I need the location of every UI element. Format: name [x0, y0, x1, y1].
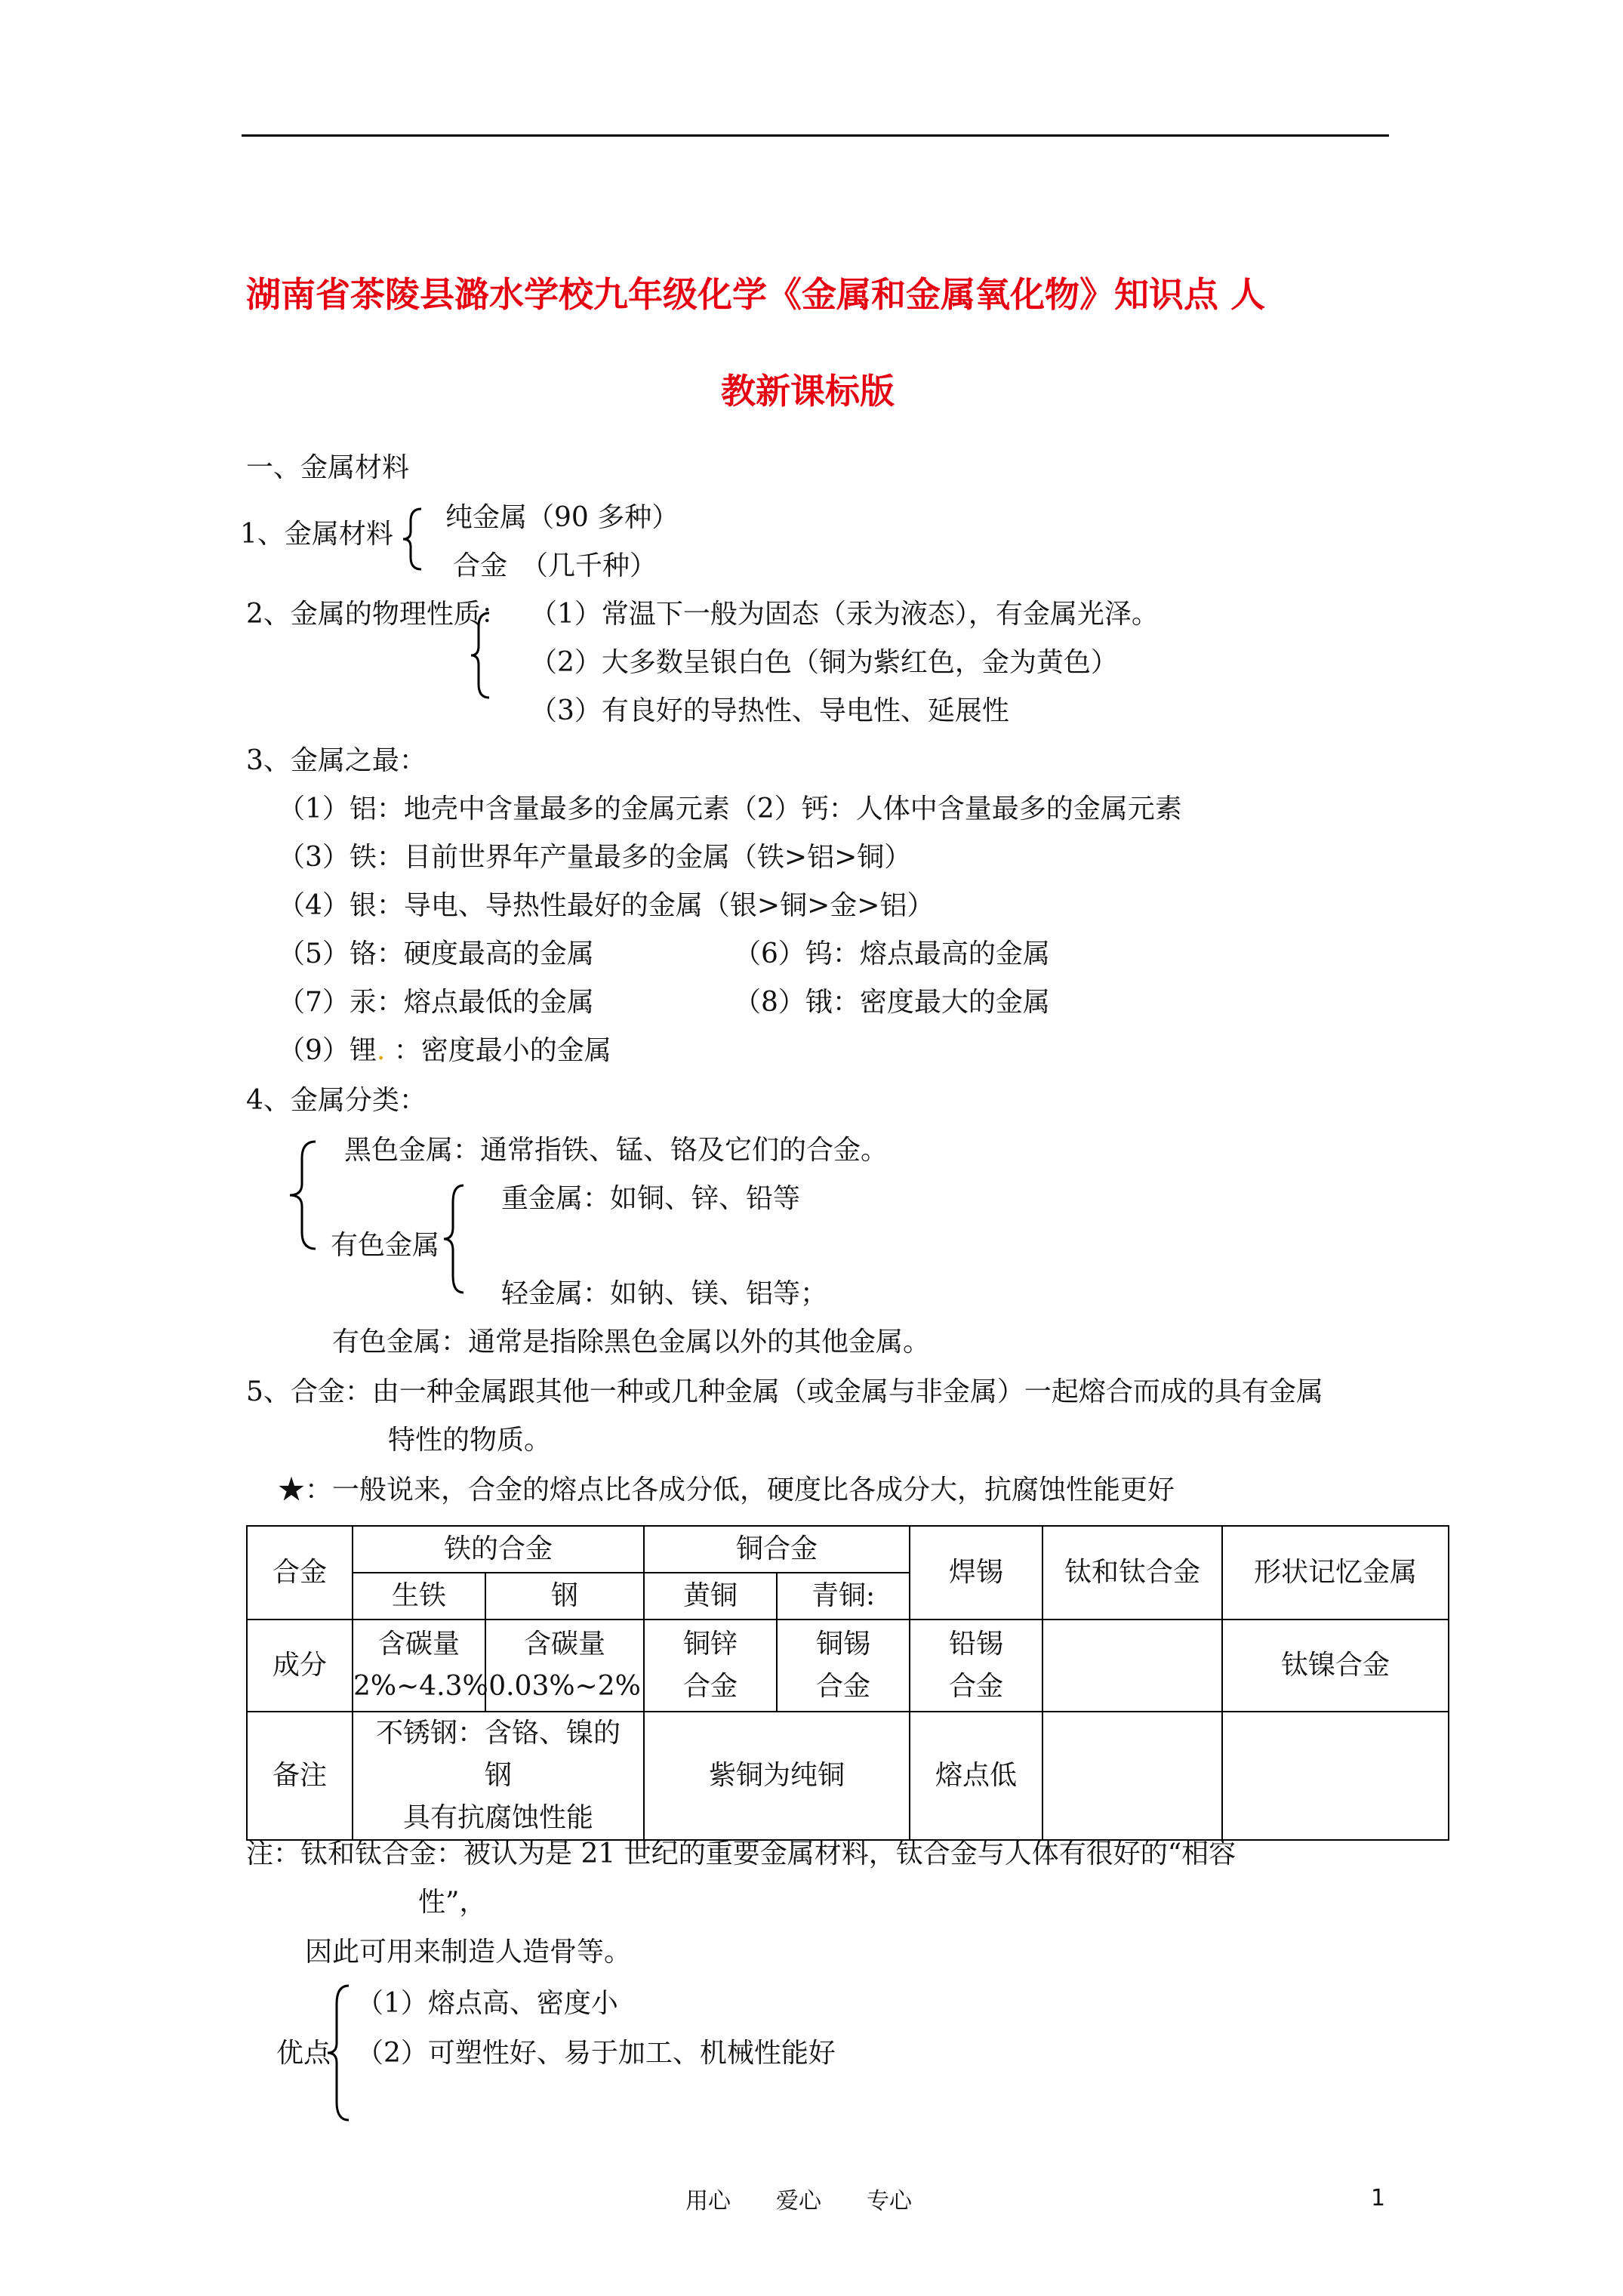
page-number: 1 — [1371, 2185, 1386, 2211]
heavy-metals: 重金属：如铜、锌、铅等 — [501, 1183, 801, 1214]
document-title-line1: 湖南省茶陵县潞水学校九年级化学《金属和金属氧化物》知识点 人 — [246, 274, 1266, 315]
cell-iron-remarks — [353, 1712, 644, 1840]
alloy-definition-line2: 特性的物质。 — [388, 1425, 552, 1456]
ferrous-metals: 黑色金属：通常指铁、锰、铬及它们的合金。 — [344, 1135, 888, 1166]
header-brass: 黄铜 — [644, 1573, 777, 1620]
property-item-2: （2）大多数呈银白色（铜为紫红色，金为黄色） — [530, 647, 1118, 678]
cell-shape-memory-composition: 钛镍合金 — [1222, 1620, 1449, 1712]
alloy-item: 合金 （几千种） — [453, 550, 658, 581]
property-item-3: （3）有良好的导热性、导电性、延展性 — [530, 695, 1009, 726]
brace-metal-materials — [399, 506, 429, 572]
header-solder: 焊锡 — [910, 1526, 1042, 1620]
cell-shape-memory-remarks — [1222, 1712, 1449, 1840]
bronze-composition-2: 合金 — [816, 1671, 871, 1702]
alloy-key-point: ★：一般说来，合金的熔点比各成分低，硬度比各成分大，抗腐蚀性能更好 — [278, 1475, 1175, 1505]
header-pig-iron: 生铁 — [353, 1573, 485, 1620]
brace-advantages — [326, 1983, 356, 2123]
solder-composition-2: 合金 — [949, 1671, 1004, 1702]
metal-record-chromium: （5）铬：硬度最高的金属 — [278, 938, 594, 969]
brace-classification — [285, 1139, 323, 1252]
cell-pig-iron-composition — [353, 1620, 488, 1712]
cell-solder-composition — [910, 1620, 1042, 1712]
cell-solder-remarks: 熔点低 — [910, 1712, 1042, 1840]
row-label-remarks: 备注 — [247, 1712, 353, 1840]
section-heading-metal-materials: 一、金属材料 — [246, 452, 410, 483]
lithium-label: （9）锂 — [278, 1035, 377, 1066]
header-shape-memory: 形状记忆金属 — [1222, 1526, 1449, 1620]
footer-motto: 用心 爱心 专心 — [685, 2188, 912, 2214]
metal-record-line-1: （1）铝：地壳中含量最多的金属元素（2）钙：人体中含量最多的金属元素 — [278, 794, 1182, 824]
lithium-description: ：密度最小的金属 — [385, 1035, 611, 1066]
cell-titanium-composition — [1042, 1620, 1222, 1712]
cell-brass-composition — [644, 1620, 777, 1712]
property-item-1: （1）常温下一般为固态（汞为液态），有金属光泽。 — [530, 599, 1159, 630]
steel-carbon-range: 0.03%~2% — [488, 1671, 641, 1702]
pig-iron-carbon-label: 含碳量 — [377, 1629, 460, 1660]
stainless-steel-remark-2: 钢 — [485, 1760, 513, 1791]
header-bronze: 青铜: — [777, 1573, 910, 1620]
header-copper-alloys: 铜合金 — [644, 1526, 910, 1573]
titanium-note-line3: 因此可用来制造人造骨等。 — [305, 1937, 632, 1968]
metal-record-osmium: （8）锇：密度最大的金属 — [734, 987, 1050, 1018]
header-titanium: 钛和钛合金 — [1042, 1526, 1222, 1620]
physical-properties-label: 2、金属的物理性质： — [246, 599, 508, 630]
cell-steel-composition — [485, 1620, 644, 1712]
metal-record-mercury: （7）汞：熔点最低的金属 — [278, 987, 594, 1018]
cell-bronze-composition — [777, 1620, 910, 1712]
advantage-item-1: （1）熔点高、密度小 — [356, 1988, 618, 2019]
metal-materials-label: 1、金属材料 — [240, 519, 393, 550]
highlight-dot: . — [376, 1035, 386, 1066]
bronze-composition-1: 铜锡 — [816, 1629, 871, 1660]
nonferrous-metals-label: 有色金属 — [331, 1230, 440, 1261]
metal-record-line-2: （3）铁：目前世界年产量最多的金属（铁>铝>铜） — [278, 842, 912, 873]
cell-copper-remarks: 紫铜为纯铜 — [644, 1712, 910, 1840]
row-label-composition: 成分 — [247, 1620, 353, 1712]
titanium-note-line2: 性”， — [418, 1887, 487, 1918]
alloy-definition-line1: 5、合金：由一种金属跟其他一种或几种金属（或金属与非金属）一起熔合而成的具有金属 — [246, 1376, 1323, 1407]
solder-composition-1: 铅锡 — [949, 1629, 1004, 1660]
header-iron-alloys: 铁的合金 — [353, 1526, 644, 1573]
brass-composition-1: 铜锌 — [683, 1629, 738, 1660]
brace-physical-properties — [467, 610, 497, 701]
header-steel: 钢 — [485, 1573, 644, 1620]
header-rule — [242, 134, 1389, 137]
metal-record-lithium — [278, 1034, 611, 1068]
metal-record-line-3: （4）银：导电、导热性最好的金属（银>铜>金>铝） — [278, 890, 935, 921]
alloy-table — [246, 1525, 1449, 1841]
stainless-steel-remark-1: 不锈钢：含铬、镍的 — [376, 1718, 621, 1749]
stainless-steel-remark-3: 具有抗腐蚀性能 — [403, 1802, 594, 1833]
brass-composition-2: 合金 — [683, 1671, 738, 1702]
pig-iron-carbon-range: 2%~4.3% — [353, 1671, 488, 1702]
light-metals: 轻金属：如钠、镁、铝等； — [501, 1278, 828, 1309]
advantage-item-2: （2）可塑性好、易于加工、机械性能好 — [356, 2038, 836, 2069]
section-heading-metal-records: 3、金属之最： — [246, 745, 427, 776]
cell-titanium-remarks — [1042, 1712, 1222, 1840]
nonferrous-note: 有色金属：通常是指除黑色金属以外的其他金属。 — [332, 1327, 931, 1358]
document-title-line2: 教新课标版 — [721, 371, 895, 411]
section-heading-classification: 4、金属分类： — [246, 1085, 427, 1116]
steel-carbon-label: 含碳量 — [524, 1629, 606, 1660]
advantages-label: 优点 — [276, 2038, 331, 2069]
pure-metal-item: 纯金属（90 多种） — [445, 502, 679, 533]
metal-record-tungsten: （6）钨：熔点最高的金属 — [734, 938, 1050, 969]
header-alloy: 合金 — [247, 1526, 353, 1620]
brace-nonferrous — [441, 1182, 471, 1296]
titanium-note-line1: 注：钛和钛合金：被认为是 21 世纪的重要金属材料，钛合金与人体有很好的“相容 — [246, 1838, 1236, 1869]
